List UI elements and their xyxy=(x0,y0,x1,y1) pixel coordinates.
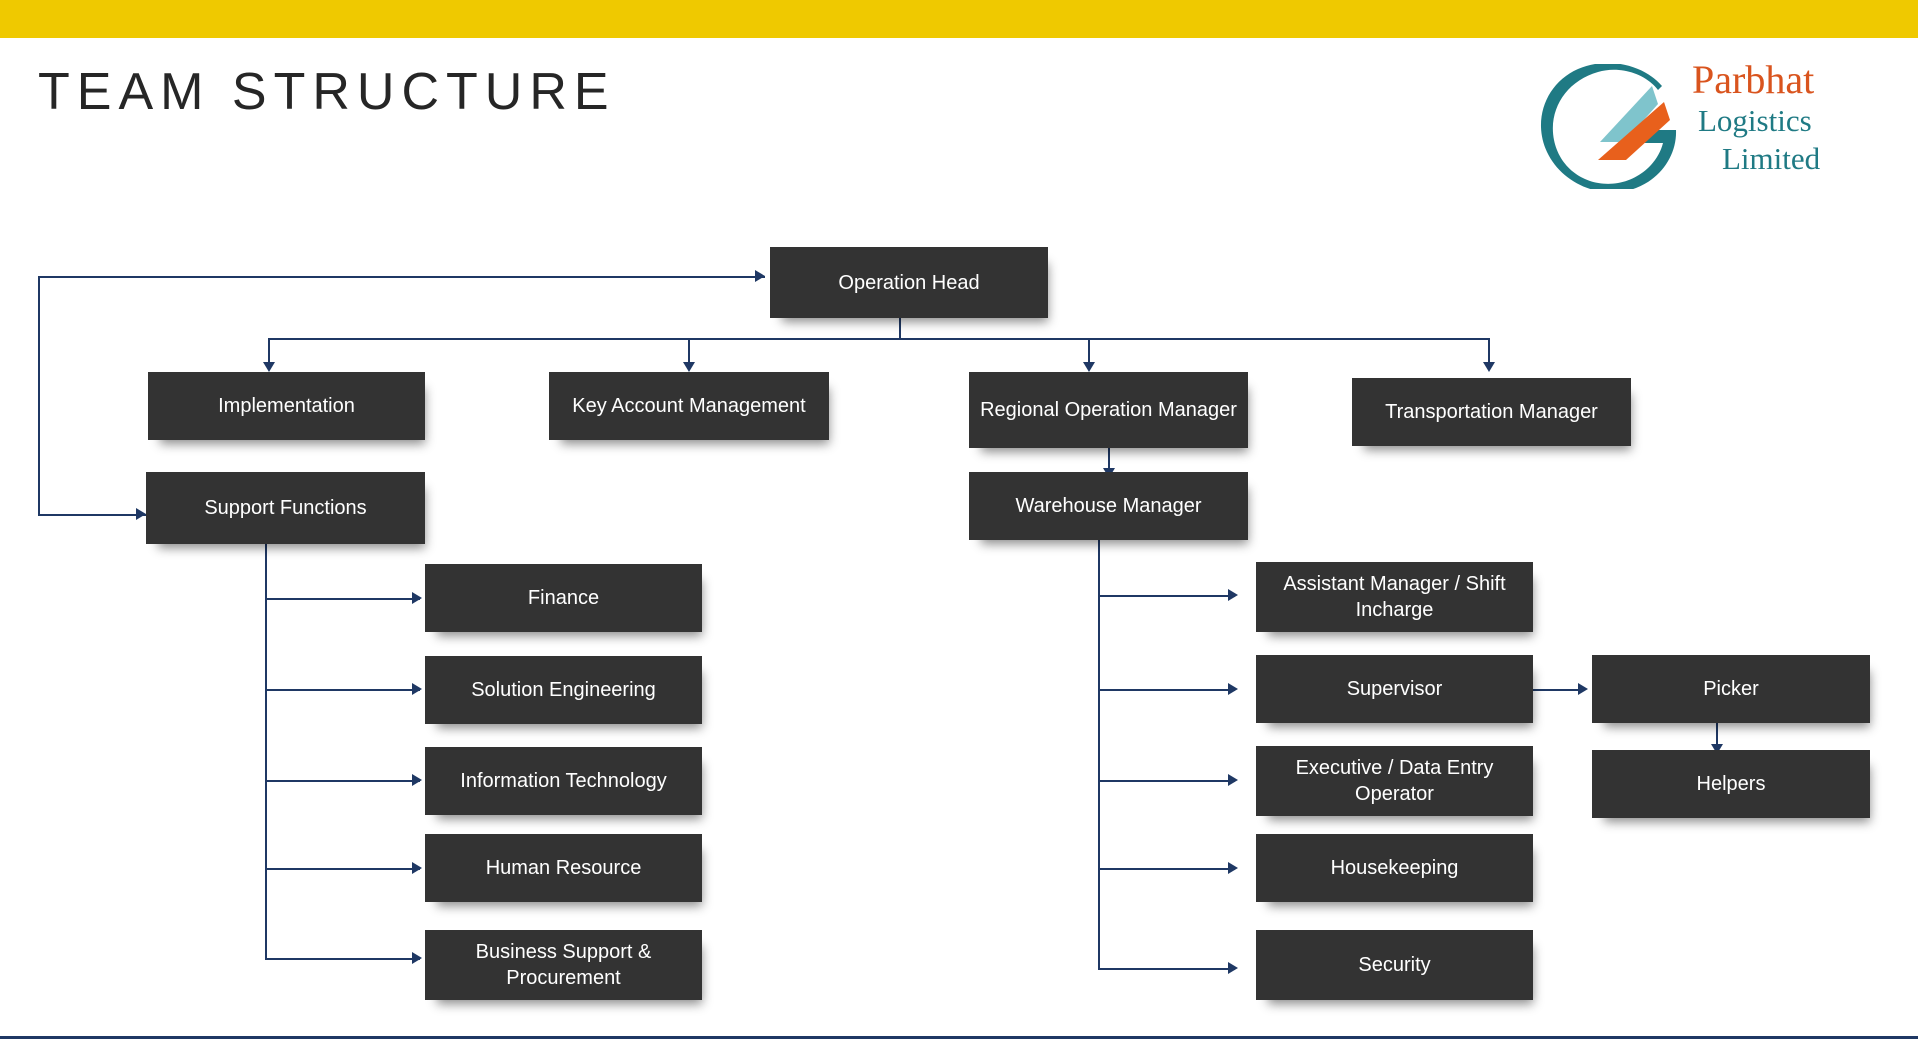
connector-to-human-resource xyxy=(265,868,420,870)
logo-line-limited: Limited xyxy=(1722,141,1821,176)
connector-to-information-technology xyxy=(265,780,420,782)
arrow-op-head-left xyxy=(755,270,765,282)
node-label: Regional Operation Manager xyxy=(980,399,1237,421)
arrow-regional xyxy=(1083,362,1095,372)
arrow-housekeeping xyxy=(1228,862,1238,874)
logo-mark-icon xyxy=(1540,64,1680,189)
node-operation-head[interactable] xyxy=(770,247,1048,318)
node-picker[interactable] xyxy=(1592,655,1870,723)
node-label: Transportation Manager xyxy=(1385,401,1598,423)
connector-to-solution-engineering xyxy=(265,689,420,691)
node-finance[interactable] xyxy=(425,564,702,632)
connector-to-assistant-manager xyxy=(1098,595,1235,597)
arrow-finance xyxy=(412,592,422,604)
node-label: Housekeeping xyxy=(1330,857,1459,879)
bottom-rule xyxy=(0,1036,1918,1039)
node-label: Executive / Data Entry Operator xyxy=(1295,757,1494,805)
node-key-account-management[interactable] xyxy=(549,372,829,440)
node-regional-operation-manager[interactable] xyxy=(969,372,1248,448)
node-warehouse-manager[interactable] xyxy=(969,472,1248,540)
node-label: Human Resource xyxy=(485,857,642,879)
connector-op-head-left-vert xyxy=(38,276,40,516)
node-helpers[interactable] xyxy=(1592,750,1870,818)
arrow-executive xyxy=(1228,774,1238,786)
node-supervisor[interactable] xyxy=(1256,655,1533,723)
connector-to-business-support xyxy=(265,958,420,960)
node-label: Support Functions xyxy=(204,497,367,519)
node-security[interactable] xyxy=(1256,930,1533,1000)
node-label: Warehouse Manager xyxy=(1015,495,1202,517)
arrow-human-resource xyxy=(412,862,422,874)
node-label: Finance xyxy=(527,587,600,609)
logo-wordmark xyxy=(1692,58,1882,178)
node-label: Assistant Manager / Shift Incharge xyxy=(1283,573,1506,621)
arrow-picker xyxy=(1578,683,1588,695)
arrow-transportation xyxy=(1483,362,1495,372)
connector-warehouse-spine xyxy=(1098,540,1100,970)
node-solution-engineering[interactable] xyxy=(425,656,702,724)
connector-supervisor-to-picker xyxy=(1533,689,1583,691)
arrow-solution-engineering xyxy=(412,683,422,695)
arrow-supervisor xyxy=(1228,683,1238,695)
connector-op-head-left-top xyxy=(38,276,765,278)
node-label: Operation Head xyxy=(838,271,980,294)
node-assistant-manager-shift-incharge[interactable] xyxy=(1256,562,1533,632)
connector-support-spine xyxy=(265,544,267,960)
arrow-business-support xyxy=(412,952,422,964)
connector-to-security xyxy=(1098,968,1235,970)
arrow-assistant-manager xyxy=(1228,589,1238,601)
node-label: Supervisor xyxy=(1346,678,1443,700)
connector-support-functions-in xyxy=(38,514,146,516)
page-title: TEAM STRUCTURE xyxy=(38,63,616,121)
top-accent-bar xyxy=(0,0,1918,38)
node-label: Helpers xyxy=(1696,773,1766,795)
connector-op-head-bus xyxy=(268,338,1490,340)
node-support-functions[interactable] xyxy=(146,472,425,544)
node-housekeeping[interactable] xyxy=(1256,834,1533,902)
connector-to-finance xyxy=(265,598,420,600)
node-label: Information Technology xyxy=(460,770,667,792)
logo-line-parbhat: Parbhat xyxy=(1692,57,1815,102)
connector-op-head-stub xyxy=(899,318,901,338)
arrow-key-account xyxy=(683,362,695,372)
arrow-implementation xyxy=(263,362,275,372)
node-human-resource[interactable] xyxy=(425,834,702,902)
arrow-information-technology xyxy=(412,774,422,786)
node-label: Picker xyxy=(1703,678,1759,700)
node-information-technology[interactable] xyxy=(425,747,702,815)
node-label: Implementation xyxy=(218,395,355,417)
arrow-support-functions xyxy=(136,508,146,520)
node-label: Security xyxy=(1358,954,1431,976)
company-logo xyxy=(1540,58,1880,193)
node-executive-data-entry-operator[interactable] xyxy=(1256,746,1533,816)
node-label: Solution Engineering xyxy=(471,679,656,701)
node-business-support-procurement[interactable] xyxy=(425,930,702,1000)
connector-to-executive xyxy=(1098,780,1235,782)
logo-line-logistics: Logistics xyxy=(1698,103,1812,138)
connector-to-housekeeping xyxy=(1098,868,1235,870)
connector-to-supervisor xyxy=(1098,689,1235,691)
node-label: Key Account Management xyxy=(572,395,806,417)
arrow-security xyxy=(1228,962,1238,974)
node-transportation-manager[interactable] xyxy=(1352,378,1631,446)
node-implementation[interactable] xyxy=(148,372,425,440)
node-label: Business Support & Procurement xyxy=(475,941,652,989)
